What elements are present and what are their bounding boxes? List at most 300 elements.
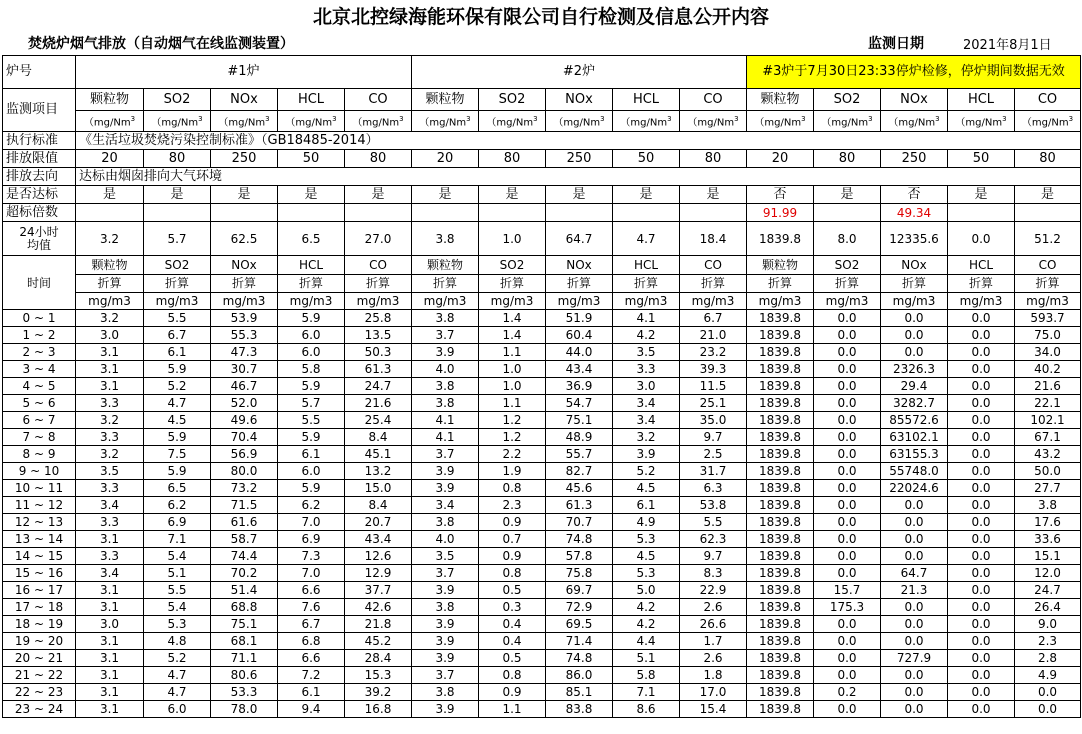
hour-value: 82.7 [546,463,613,480]
hour-value: 0.0 [814,497,881,514]
compliant-value: 否 [881,186,948,204]
hour-value: 9.0 [1015,616,1081,633]
hour-value: 5.7 [278,395,345,412]
limit-label: 排放限值 [3,150,76,168]
unit-cell: （mg/Nm$^3$ [881,111,948,132]
hour-value: 28.4 [345,650,412,667]
hour-value: 3.0 [613,378,680,395]
hour-value: 5.0 [613,582,680,599]
hour-value: 6.0 [278,327,345,344]
hour-value: 0.3 [479,599,546,616]
hour-value: 4.9 [1015,667,1081,684]
exceed-value [144,204,211,222]
hour-value: 0.0 [814,650,881,667]
hour-value: 1839.8 [747,378,814,395]
avg24-value: 0.0 [948,222,1015,256]
hour-value: 43.2 [1015,446,1081,463]
pollutant-header: NOx [881,256,948,275]
hour-label: 2 ~ 3 [3,344,76,361]
hour-value: 21.6 [345,395,412,412]
hour-value: 15.7 [814,582,881,599]
hour-value: 1.2 [479,412,546,429]
exceed-value [948,204,1015,222]
hour-value: 3.9 [412,650,479,667]
hour-value: 3.3 [76,480,144,497]
hour-value: 2.8 [1015,650,1081,667]
hour-value: 1.8 [680,667,747,684]
hour-value: 53.8 [680,497,747,514]
pollutant-header: CO [680,89,747,111]
avg24-label: 24小时 均值 [3,222,76,256]
hour-value: 45.2 [345,633,412,650]
hour-value: 9.7 [680,548,747,565]
limit-value: 50 [948,150,1015,168]
hour-value: 0.0 [948,650,1015,667]
exceed-value [546,204,613,222]
hour-value: 3.9 [412,616,479,633]
conversion-unit: mg/m3 [613,293,680,310]
conversion-unit: mg/m3 [546,293,613,310]
unit-cell: （mg/Nm$^3$ [747,111,814,132]
hour-value: 0.0 [948,327,1015,344]
pollutant-header: HCL [948,89,1015,111]
hour-value: 0.0 [881,531,948,548]
conversion-unit: mg/m3 [278,293,345,310]
hour-value: 0.0 [814,701,881,718]
hour-label: 11 ~ 12 [3,497,76,514]
hour-value: 6.1 [278,684,345,701]
hour-value: 175.3 [814,599,881,616]
hour-value: 0.0 [1015,684,1081,701]
hour-value: 1839.8 [747,616,814,633]
avg24-value: 51.2 [1015,222,1081,256]
hour-value: 0.0 [948,344,1015,361]
compliant-value: 是 [76,186,144,204]
hour-value: 0.0 [948,701,1015,718]
hour-value: 0.0 [881,616,948,633]
hour-value: 25.1 [680,395,747,412]
hour-value: 6.8 [278,633,345,650]
hour-value: 0.0 [948,599,1015,616]
pollutant-header: HCL [948,256,1015,275]
hour-value: 0.0 [948,667,1015,684]
avg24-value: 27.0 [345,222,412,256]
exceed-value [412,204,479,222]
hour-value: 70.4 [211,429,278,446]
hour-value: 0.0 [948,514,1015,531]
compliant-value: 是 [613,186,680,204]
conversion-unit: mg/m3 [948,293,1015,310]
hour-value: 6.2 [278,497,345,514]
hour-value: 0.0 [948,310,1015,327]
hour-value: 11.5 [680,378,747,395]
hour-value: 0.0 [814,378,881,395]
hour-value: 0.9 [479,514,546,531]
hour-value: 1839.8 [747,514,814,531]
hour-value: 1.1 [479,701,546,718]
hour-value: 6.1 [144,344,211,361]
exceed-value [345,204,412,222]
hour-value: 25.4 [345,412,412,429]
hour-value: 1.1 [479,344,546,361]
furnace-label: 炉号 [3,56,76,89]
hour-value: 1839.8 [747,395,814,412]
hour-label: 18 ~ 19 [3,616,76,633]
hour-value: 0.0 [814,616,881,633]
hour-value: 49.6 [211,412,278,429]
hour-value: 1.4 [479,327,546,344]
hour-value: 39.2 [345,684,412,701]
hour-value: 0.0 [881,684,948,701]
table-subtitle: 焚烧炉烟气排放（自动烟气在线监测装置） [28,36,294,52]
hour-value: 7.0 [278,514,345,531]
conversion-label: 折算 [479,275,546,293]
hour-value: 0.0 [948,565,1015,582]
hour-value: 50.3 [345,344,412,361]
limit-value: 50 [278,150,345,168]
hour-value: 1839.8 [747,667,814,684]
compliant-value: 否 [747,186,814,204]
hour-value: 13.2 [345,463,412,480]
hour-value: 50.0 [1015,463,1081,480]
hour-value: 1839.8 [747,582,814,599]
conversion-unit: mg/m3 [211,293,278,310]
avg24-value: 6.5 [278,222,345,256]
hour-value: 0.0 [948,531,1015,548]
hour-value: 27.7 [1015,480,1081,497]
compliant-value: 是 [948,186,1015,204]
conversion-unit: mg/m3 [814,293,881,310]
hour-value: 1.9 [479,463,546,480]
hour-value: 0.0 [881,497,948,514]
hour-value: 3.8 [412,378,479,395]
hour-value: 3.9 [412,633,479,650]
hour-value: 1839.8 [747,565,814,582]
hour-label: 20 ~ 21 [3,650,76,667]
hour-value: 34.0 [1015,344,1081,361]
exceed-label: 超标倍数 [3,204,76,222]
limit-value: 80 [680,150,747,168]
hour-value: 85.1 [546,684,613,701]
hour-value: 70.7 [546,514,613,531]
unit-cell: （mg/Nm$^3$ [278,111,345,132]
hour-value: 47.3 [211,344,278,361]
hour-value: 2.2 [479,446,546,463]
hour-value: 74.4 [211,548,278,565]
avg24-value: 12335.6 [881,222,948,256]
hour-value: 5.9 [278,480,345,497]
hour-label: 7 ~ 8 [3,429,76,446]
hour-value: 1839.8 [747,327,814,344]
conversion-unit: mg/m3 [345,293,412,310]
hour-value: 5.2 [613,463,680,480]
hour-value: 53.9 [211,310,278,327]
hour-value: 0.5 [479,582,546,599]
hour-value: 5.3 [613,565,680,582]
hour-value: 5.8 [278,361,345,378]
hour-value: 1.2 [479,429,546,446]
conversion-unit: mg/m3 [76,293,144,310]
hour-value: 4.1 [613,310,680,327]
hour-label: 17 ~ 18 [3,599,76,616]
hour-value: 4.1 [412,429,479,446]
hour-value: 45.1 [345,446,412,463]
hour-value: 21.8 [345,616,412,633]
hour-value: 5.1 [613,650,680,667]
hour-value: 26.6 [680,616,747,633]
hour-value: 2.3 [479,497,546,514]
limit-value: 80 [345,150,412,168]
hour-value: 0.0 [814,514,881,531]
hour-value: 22.1 [1015,395,1081,412]
hour-label: 19 ~ 20 [3,633,76,650]
hour-value: 17.0 [680,684,747,701]
compliant-value: 是 [680,186,747,204]
hour-value: 3.1 [76,344,144,361]
hour-value: 3.1 [76,531,144,548]
hour-value: 0.0 [814,412,881,429]
hour-value: 6.1 [613,497,680,514]
hour-value: 2.6 [680,650,747,667]
hour-value: 43.4 [546,361,613,378]
hour-value: 1.1 [479,395,546,412]
hour-value: 0.4 [479,616,546,633]
exceed-value [1015,204,1081,222]
conversion-label: 折算 [144,275,211,293]
hour-value: 0.9 [479,548,546,565]
unit-cell: （mg/Nm$^3$ [948,111,1015,132]
hour-value: 0.0 [881,310,948,327]
page-title: 北京北控绿海能环保有限公司自行检测及信息公开内容 [312,6,769,28]
hour-value: 3.5 [613,344,680,361]
hour-value: 6.0 [278,463,345,480]
hour-value: 3.1 [76,361,144,378]
hour-value: 1839.8 [747,497,814,514]
hour-value: 3.4 [76,565,144,582]
conversion-unit: mg/m3 [412,293,479,310]
pollutant-header: CO [345,256,412,275]
unit-cell: （mg/Nm$^3$ [680,111,747,132]
pollutant-header: NOx [211,256,278,275]
avg24-value: 1839.8 [747,222,814,256]
hour-label: 6 ~ 7 [3,412,76,429]
hour-value: 61.3 [345,361,412,378]
hour-value: 6.7 [144,327,211,344]
hour-value: 0.0 [881,633,948,650]
hour-value: 62.3 [680,531,747,548]
hour-value: 75.0 [1015,327,1081,344]
hour-label: 23 ~ 24 [3,701,76,718]
avg24-value: 64.7 [546,222,613,256]
hour-value: 3.7 [412,446,479,463]
hour-value: 8.4 [345,497,412,514]
hour-value: 55748.0 [881,463,948,480]
hour-value: 3.4 [613,412,680,429]
hour-value: 74.8 [546,650,613,667]
time-label: 时间 [3,256,76,310]
hour-value: 0.0 [814,531,881,548]
hour-value: 7.0 [278,565,345,582]
hour-value: 1839.8 [747,531,814,548]
hour-value: 1.4 [479,310,546,327]
hour-value: 3.9 [613,446,680,463]
conversion-unit: mg/m3 [479,293,546,310]
conversion-unit: mg/m3 [1015,293,1081,310]
hour-value: 70.2 [211,565,278,582]
hour-value: 12.0 [1015,565,1081,582]
hour-value: 0.0 [948,429,1015,446]
hour-value: 4.4 [613,633,680,650]
hour-value: 3.4 [76,497,144,514]
unit-cell: （mg/Nm$^3$ [479,111,546,132]
hour-value: 0.0 [948,412,1015,429]
hour-value: 0.0 [881,701,948,718]
hour-value: 61.6 [211,514,278,531]
hour-value: 0.0 [881,667,948,684]
hour-value: 0.0 [814,565,881,582]
hour-value: 9.4 [278,701,345,718]
hour-value: 68.8 [211,599,278,616]
hour-value: 35.0 [680,412,747,429]
hour-value: 21.3 [881,582,948,599]
emission-table [2,55,1081,718]
hour-value: 1839.8 [747,446,814,463]
conversion-unit: mg/m3 [144,293,211,310]
hour-value: 3.9 [412,344,479,361]
hour-value: 12.9 [345,565,412,582]
hour-value: 40.2 [1015,361,1081,378]
compliant-value: 是 [345,186,412,204]
hour-value: 0.0 [948,446,1015,463]
hour-label: 22 ~ 23 [3,684,76,701]
pollutant-header: HCL [278,89,345,111]
hour-value: 9.7 [680,429,747,446]
conversion-label: 折算 [680,275,747,293]
hour-value: 0.0 [1015,701,1081,718]
conversion-label: 折算 [747,275,814,293]
exceed-value: 91.99 [747,204,814,222]
hour-value: 1839.8 [747,310,814,327]
hour-value: 3.9 [412,463,479,480]
hour-value: 0.0 [814,344,881,361]
hour-value: 5.5 [680,514,747,531]
limit-value: 80 [814,150,881,168]
hour-value: 3.1 [76,378,144,395]
hour-value: 75.1 [546,412,613,429]
hour-value: 68.1 [211,633,278,650]
hour-value: 1.7 [680,633,747,650]
pollutant-header: SO2 [144,89,211,111]
hour-value: 4.0 [412,361,479,378]
conversion-label: 折算 [211,275,278,293]
hour-value: 22.9 [680,582,747,599]
hour-value: 5.3 [613,531,680,548]
hour-value: 8.3 [680,565,747,582]
hour-value: 0.0 [814,548,881,565]
hour-value: 60.4 [546,327,613,344]
hour-value: 4.5 [613,548,680,565]
compliant-value: 是 [479,186,546,204]
hour-value: 71.5 [211,497,278,514]
avg24-value: 5.7 [144,222,211,256]
hour-value: 3.4 [412,497,479,514]
hour-value: 3282.7 [881,395,948,412]
hour-value: 15.3 [345,667,412,684]
conversion-label: 折算 [412,275,479,293]
pollutant-header: HCL [278,256,345,275]
hour-value: 3.1 [76,701,144,718]
hour-value: 3.2 [76,310,144,327]
hour-value: 4.8 [144,633,211,650]
conversion-label: 折算 [613,275,680,293]
hour-value: 4.0 [412,531,479,548]
hour-value: 0.0 [814,310,881,327]
hour-value: 1839.8 [747,344,814,361]
limit-value: 20 [76,150,144,168]
hour-value: 3.2 [76,412,144,429]
hour-value: 3.3 [76,429,144,446]
limit-value: 250 [211,150,278,168]
furnace-header: #2炉 [412,56,747,89]
hour-value: 3.0 [76,616,144,633]
limit-value: 80 [1015,150,1081,168]
hour-value: 80.0 [211,463,278,480]
exceed-value [278,204,345,222]
hour-value: 5.5 [278,412,345,429]
hour-value: 0.8 [479,480,546,497]
hour-value: 0.0 [948,548,1015,565]
hour-value: 72.9 [546,599,613,616]
pollutant-header: SO2 [479,256,546,275]
hour-value: 36.9 [546,378,613,395]
hour-value: 4.7 [144,667,211,684]
hour-value: 0.8 [479,667,546,684]
hour-value: 15.4 [680,701,747,718]
hour-value: 3.1 [76,582,144,599]
hour-value: 5.3 [144,616,211,633]
hour-value: 4.2 [613,616,680,633]
hour-value: 0.2 [814,684,881,701]
hour-value: 5.2 [144,378,211,395]
hour-value: 55.7 [546,446,613,463]
pollutant-header: 颗粒物 [747,89,814,111]
hour-value: 5.5 [144,310,211,327]
hour-value: 3.8 [412,310,479,327]
hour-value: 75.1 [211,616,278,633]
hour-value: 51.9 [546,310,613,327]
hour-value: 71.1 [211,650,278,667]
hour-value: 56.9 [211,446,278,463]
monitor-date-label: 监测日期 [868,36,924,52]
hour-value: 6.6 [278,650,345,667]
hour-value: 5.9 [144,429,211,446]
hour-value: 1839.8 [747,633,814,650]
avg24-value: 8.0 [814,222,881,256]
hour-value: 3.1 [76,684,144,701]
hour-value: 3.9 [412,701,479,718]
hour-value: 0.0 [814,667,881,684]
hour-value: 22024.6 [881,480,948,497]
hour-value: 12.6 [345,548,412,565]
limit-value: 50 [613,150,680,168]
hour-value: 3.5 [76,463,144,480]
hour-value: 7.1 [144,531,211,548]
hour-value: 67.1 [1015,429,1081,446]
hour-value: 23.2 [680,344,747,361]
hour-value: 727.9 [881,650,948,667]
avg24-value: 4.7 [613,222,680,256]
hour-value: 3.3 [76,514,144,531]
